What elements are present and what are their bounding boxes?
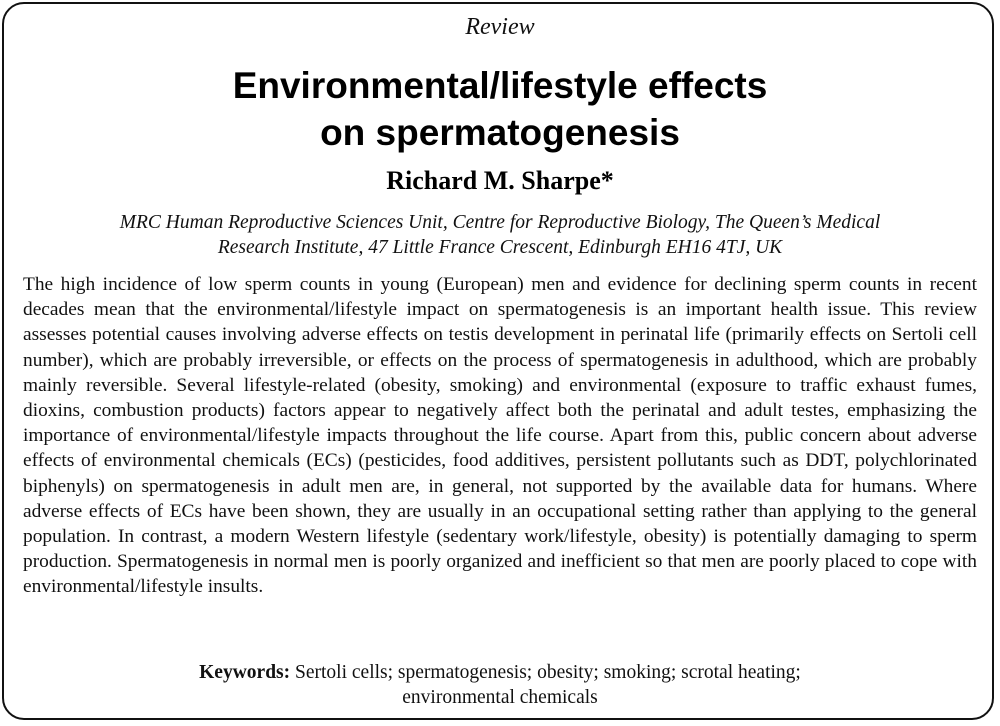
- keywords-label: Keywords:: [199, 662, 291, 683]
- title-line-1: Environmental/lifestyle effects: [232, 65, 768, 106]
- author-name: Richard M. Sharpe*: [386, 166, 614, 195]
- affiliation-line-2: Research Institute, 47 Little France Crescent, Edinburgh EH16 4TJ, UK: [217, 237, 783, 258]
- article-title: [0, 62, 1000, 156]
- section-label: Review: [465, 14, 535, 40]
- keywords-block: [40, 660, 960, 710]
- author-affiliation: [40, 210, 960, 260]
- keywords-list-2: environmental chemicals: [402, 687, 598, 708]
- keywords-line-1: [40, 660, 960, 685]
- title-line-2: on spermatogenesis: [320, 112, 680, 153]
- keywords-list-1: Sertoli cells; spermatogenesis; obesity; smoking; scrotal heating;: [295, 662, 801, 683]
- abstract-text: The high incidence of low sperm counts in young (European) men and evidence for declining sperm counts in recent decades mean that the environmental/lifestyle impact on spermatogenesis is an important health issue. This review assesses potential causes involving adverse effects on testis development in perinatal life (primarily effects on Sertoli cell number), which are probably irreversible, or effects on the process of spermatogenesis in adulthood, which are probably mainly reversible. Several lifestyle-related (obesity, smoking) and environmental (exposure to traffic exhaust fumes, dioxins, combustion products) factors appear to negatively affect both the perinatal and adult testes, emphasizing the importance of environmental/lifestyle impacts throughout the life course. Apart from this, public concern about adverse effects of environmental chemicals (ECs) (pesticides, food additives, persistent pollutants such as DDT, polychlorinated biphenyls) on spermatogenesis in adult men are, in general, not supported by the available data for humans. Where adverse effects of ECs have been shown, they are usually in an occupational setting rather than applying to the general population. In contrast, a modern Western lifestyle (sedentary work/lifestyle, obesity) is potentially damaging to sperm production. Spermatogenesis in normal men is poorly organized and inefficient so that men are poorly placed to cope with environmental/lifestyle insults.: [23, 274, 977, 598]
- affiliation-line-1: MRC Human Reproductive Sciences Unit, Centre for Reproductive Biology, The Queen’s Medical: [119, 212, 881, 233]
